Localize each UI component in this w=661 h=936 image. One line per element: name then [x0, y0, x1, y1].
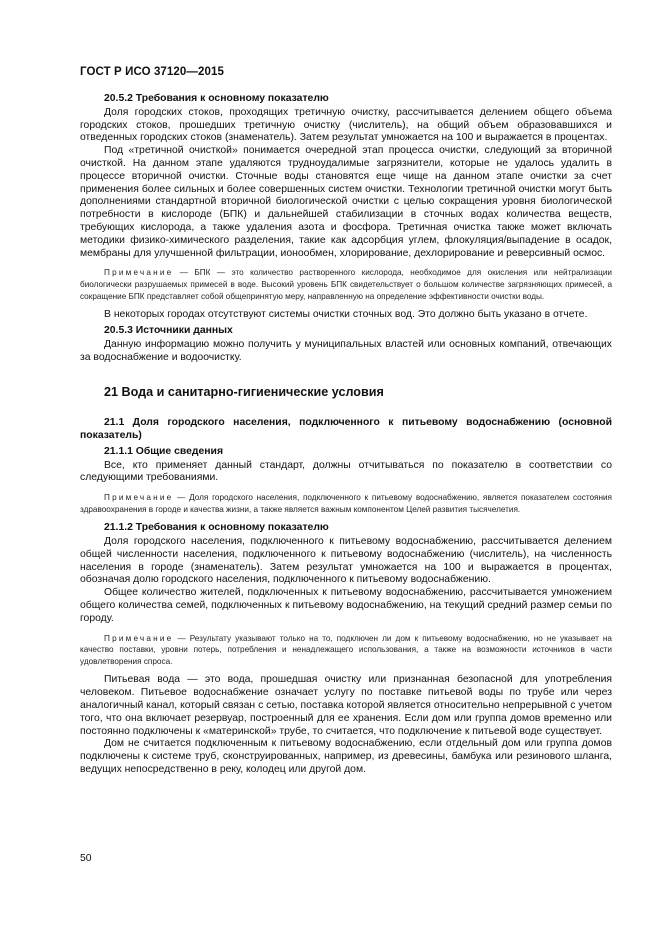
section-20-5-2-heading: 20.5.2 Требования к основному показателю [104, 93, 329, 104]
paragraph: Общее количество жителей, подключенных к питьевому водоснабжению, рассчитывается умножением общего количества семей, подключенных к питьевому водоснабжению, на текущий средний размер семьи по городу. [80, 587, 612, 624]
note-label: Примечание [104, 493, 174, 503]
document-header: ГОСТ Р ИСО 37120—2015 [80, 66, 225, 78]
note-text: — БПК — это количество растворенного кислорода, необходимое для окисления или нейтрализации биологически разрушаемых примесей в воде. Высокий уровень БПК свидетельствует о большом количестве загрязняющих примесей, а сокращение БПК представляет собой общепринятую меру, направленную на определение эффективности очистки воды. [80, 268, 612, 301]
paragraph: Питьевая вода — это вода, прошедшая очистку или признанная безопасной для употребления человеком. Питьевое водоснабжение означает услугу по поставке питьевой воды по трубе или через аналогичный канал, который связан с сетью, поставка которой является относительно непрерывной с учетом того, что она включает резервуар, построенный для ее хранения. Если дом или группа домов временно или постоянно подключены к «материнской» трубе, то считается, что подключение к питьевой воде существует. [80, 674, 612, 737]
note-label: Примечание [104, 268, 174, 278]
note [80, 633, 612, 668]
paragraph: В некоторых городах отсутствуют системы очистки сточных вод. Это должно быть указано в отчете. [104, 309, 588, 321]
paragraph: Доля городского населения, подключенного к питьевому водоснабжению, рассчитывается делением общей численности населения, подключенного к питьевому водоснабжению (числитель), на численность населения в городе (знаменатель). Затем результат умножается на 100 и выражается в процентах, обозначая долю городского населения, подключенного к питьевому водоснабжению. [80, 536, 612, 586]
paragraph: Под «третичной очисткой» понимается очередной этап процесса очистки, следующий за вторичной очисткой. На данном этапе удаляются трудноудалимые загрязнители, которые не удалось удалить в процессе вторичной очистки. Сточные воды становятся еще чище на данном этапе очистки за счет применения более сильных и более совершенных систем очистки. Технологии третичной очистки могут быть дополнениями стандартной вторичной биологической очистки с целью сокращения уровня биологической потребности в кислороде (БПК) и дальнейшей стабилизации в сточных водах количества веществ, требующих кислорода, а также удаления азота и фосфора. Третичная очистка также может включать методики физико-химического разделения, такие как адсорбция углем, флокуляция/выпадение в осадок, мембраны для улучшенной фильтрации, ионообмен, хлорирование, дехлорирование и реверсивный осмос. [80, 145, 612, 259]
section-21-1-2-heading: 21.1.2 Требования к основному показателю [104, 522, 329, 534]
paragraph: Дом не считается подключенным к питьевому водоснабжению, если отдельный дом или группа домов подключены к системе труб, сконструированных, например, из древесины, бамбука или резинового шланга, ведущих непосредственно в реку, колодец или другой дом. [80, 738, 612, 776]
section-20-5-3-heading: 20.5.3 Источники данных [104, 324, 233, 336]
paragraph: Доля городских стоков, проходящих третичную очистку, рассчитывается делением общего объема городских стоков, прошедших третичную очистку (числитель), на общий объем образовавшихся и отведенных городских стоков (знаменатель). Затем результат умножается на 100 и выражается в процентах. [80, 106, 612, 144]
section-21-1-heading: 21.1 Доля городского населения, подключенного к питьевому водоснабжению (основной показатель) [80, 417, 612, 441]
note-label: Примечание [104, 633, 174, 643]
section-21-heading: 21 Вода и санитарно-гигиенические условия [104, 385, 384, 400]
document-body [80, 93, 612, 777]
note [80, 492, 612, 515]
note-text: — Результату указывают только на то, подключен ли дом к питьевому водоснабжению, но не указывает на качество поставки, уровни потерь, потребления и ненадлежащего использования, а также на возможности источников в части удовлетворения спроса. [80, 633, 612, 666]
note [80, 267, 612, 302]
paragraph: Данную информацию можно получить у муниципальных властей или основных компаний, отвечающих за водоснабжение и водоочистку. [80, 338, 612, 363]
section-21-1-1-heading: 21.1.1 Общие сведения [104, 445, 224, 457]
note-text: — Доля городского населения, подключенного к питьевому водоснабжению, является показателем состояния здравоохранения в городе и качества жизни, а также является важным компонентом Целей развития тысячелетия. [80, 493, 612, 514]
page-number: 50 [80, 853, 92, 864]
paragraph: Все, кто применяет данный стандарт, должны отчитываться по показателю в соответствии со следующими требованиями. [80, 459, 612, 484]
